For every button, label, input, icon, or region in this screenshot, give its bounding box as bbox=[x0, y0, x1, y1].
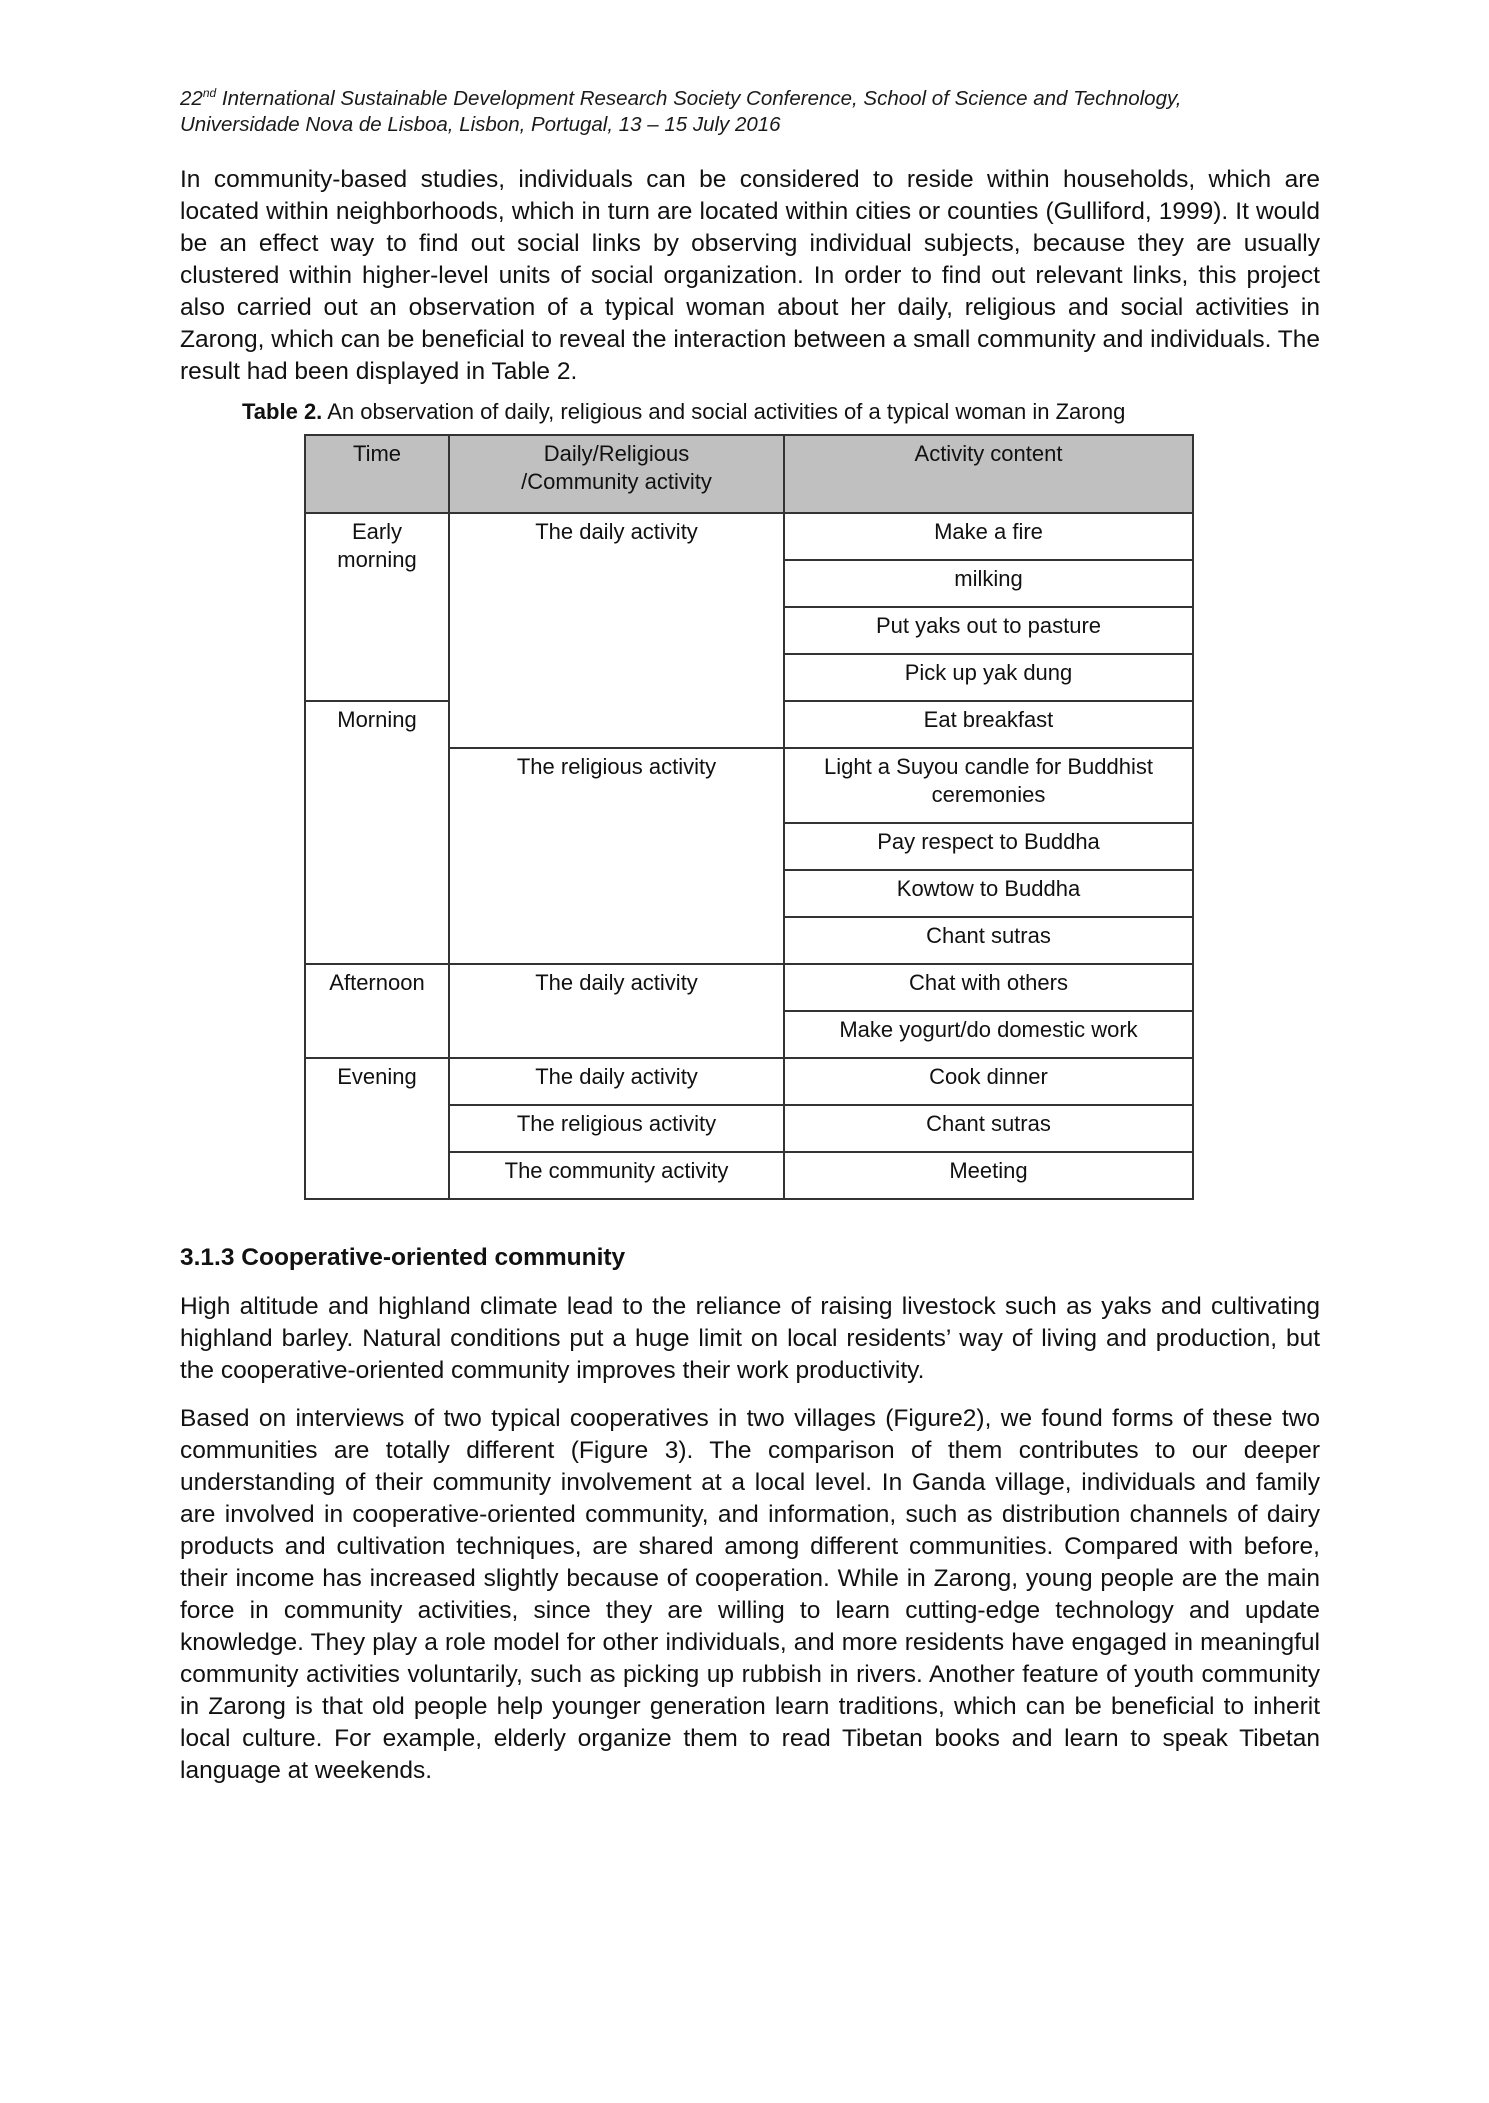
activity-content-cell: Meeting bbox=[784, 1152, 1193, 1199]
paragraph-cooperatives: Based on interviews of two typical cooperatives in two villages (Figure2), we found forms of these two communities are totally different (Figure 3). The comparison of them contributes to our deeper understanding of their community involvement at a local level. In Ganda village, individuals and family are involved in cooperative-oriented community, and information, such as distribution channels of dairy products and cultivation techniques, are shared among different communities. Compared with before, their income has increased slightly because of cooperation. While in Zarong, young people are the main force in community activities, since they are willing to learn cutting-edge technology and update knowledge. They play a role model for other individuals, and more residents have engaged in meaningful community activities voluntarily, such as picking up rubbish in rivers. Another feature of youth community in Zarong is that old people help younger generation learn traditions, which can be beneficial to inherit local culture. For example, elderly organize them to read Tibetan books and learn to speak Tibetan language at weekends. bbox=[180, 1405, 1320, 1784]
table-row bbox=[305, 1058, 1193, 1105]
table-header-row bbox=[305, 435, 1193, 513]
activity-content-cell: Make yogurt/do domestic work bbox=[784, 1011, 1193, 1058]
header-line-1 bbox=[180, 86, 1320, 112]
document-page bbox=[180, 86, 1320, 1787]
activity-type-cell: The religious activity bbox=[449, 748, 784, 964]
paragraph-intro: In community-based studies, individuals can be considered to reside within households, which are located within neighborhoods, which in turn are located within cities or counties (Gulliford, 1999). It would be an effect way to find out social links by observing individual subjects, because they are usually clustered within higher-level units of social organization. In order to find out relevant links, this project also carried out an observation of a typical woman about her daily, religious and social activities in Zarong, which can be beneficial to reveal the interaction between a small community and individuals. The result had been displayed in Table 2. bbox=[180, 166, 1320, 385]
activity-content-cell: Chat with others bbox=[784, 964, 1193, 1011]
activity-content-cell: Chant sutras bbox=[784, 1105, 1193, 1152]
activity-content-cell: Light a Suyou candle for Buddhist ceremonies bbox=[784, 748, 1193, 823]
activity-type-cell: The religious activity bbox=[449, 1105, 784, 1152]
conference-header bbox=[180, 86, 1320, 138]
header-line-2: Universidade Nova de Lisboa, Lisbon, Portugal, 13 – 15 July 2016 bbox=[180, 113, 781, 136]
paragraph-climate: High altitude and highland climate lead to the reliance of raising livestock such as yaks and cultivating highland barley. Natural conditions put a huge limit on local residents’ way of living and production, but the cooperative-oriented community improves their work productivity. bbox=[180, 1293, 1320, 1384]
section-heading: 3.1.3 Cooperative-oriented community bbox=[180, 1244, 626, 1271]
activity-content-cell: Pay respect to Buddha bbox=[784, 823, 1193, 870]
table-row bbox=[305, 513, 1193, 560]
activity-content-cell: Chant sutras bbox=[784, 917, 1193, 964]
time-cell: Afternoon bbox=[305, 964, 449, 1058]
ordinal-suffix: nd bbox=[202, 86, 217, 100]
activity-content-cell: milking bbox=[784, 560, 1193, 607]
ordinal-number: 22 bbox=[180, 87, 203, 110]
activity-type-cell: The daily activity bbox=[449, 513, 784, 748]
column-header-activity-content: Activity content bbox=[784, 435, 1193, 513]
table-caption-label: Table 2. bbox=[242, 399, 323, 424]
table-caption bbox=[242, 398, 1320, 426]
activity-content-cell: Put yaks out to pasture bbox=[784, 607, 1193, 654]
activity-content-cell: Cook dinner bbox=[784, 1058, 1193, 1105]
activity-content-cell: Eat breakfast bbox=[784, 701, 1193, 748]
activity-content-cell: Pick up yak dung bbox=[784, 654, 1193, 701]
table-caption-text: An observation of daily, religious and social activities of a typical woman in Zarong bbox=[322, 399, 1126, 424]
activity-type-cell: The daily activity bbox=[449, 1058, 784, 1105]
time-cell: Evening bbox=[305, 1058, 449, 1199]
column-header-time: Time bbox=[305, 435, 449, 513]
activity-type-cell: The community activity bbox=[449, 1152, 784, 1199]
time-cell: Early morning bbox=[305, 513, 449, 701]
table-row bbox=[305, 964, 1193, 1011]
time-cell: Morning bbox=[305, 701, 449, 964]
activity-table bbox=[304, 434, 1194, 1200]
activity-content-cell: Make a fire bbox=[784, 513, 1193, 560]
activity-content-cell: Kowtow to Buddha bbox=[784, 870, 1193, 917]
header-line-1-text: International Sustainable Development Research Society Conference, School of Science and Technology, bbox=[216, 87, 1182, 110]
column-header-activity-type bbox=[449, 435, 784, 513]
activity-type-cell: The daily activity bbox=[449, 964, 784, 1058]
column-header-activity-type-text: Daily/Religious /Community activity bbox=[521, 441, 712, 494]
